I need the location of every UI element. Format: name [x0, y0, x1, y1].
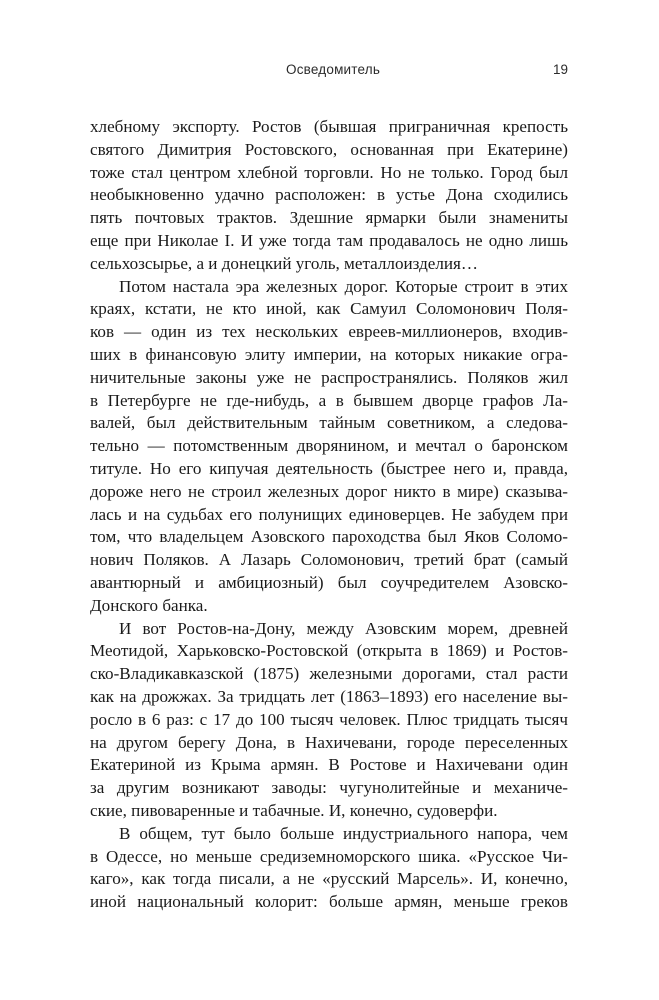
text-line: ничительные законы уже не распространялись. Поляков жил	[90, 367, 568, 387]
text-line: авантюрный и амбициозный) был соучредителем Азовско-	[90, 572, 568, 592]
paragraph	[90, 823, 568, 914]
text-line: лась и на судьбах его полунищих единоверцев. Не забудем при	[90, 504, 568, 524]
text-line: росло в 6 раз: с 17 до 100 тысяч человек. Плюс тридцать тысяч	[90, 709, 568, 729]
running-title: Осведомитель	[286, 62, 381, 77]
text-line: титуле. Но его кипучая деятельность (быстрее него и, правда,	[90, 458, 568, 478]
text-line: том, что владельцем Азовского пароходства был Яков Соломо-	[90, 527, 568, 547]
body-text	[90, 116, 568, 914]
text-line: И вот Ростов-на-Дону, между Азовским морем, древней	[119, 618, 568, 638]
text-line: в Одессе, но меньше средиземноморского шика. «Русское Чи-	[90, 846, 568, 866]
text-line: нович Поляков. А Лазарь Соломонович, третий брат (самый	[90, 550, 568, 570]
text-line: В общем, тут было больше индустриального напора, чем	[119, 823, 568, 843]
text-line: хлебному экспорту. Ростов (бывшая приграничная крепость	[90, 117, 568, 136]
text-line: в Петербурге не где-нибудь, а в бывшем дворце графов Ла-	[90, 390, 568, 410]
text-line: Меотидой, Харьковско-Ростовской (открыта в 1869) и Ростов-	[90, 641, 568, 661]
text-line: ков — один из тех нескольких евреев-миллионеров, входив-	[90, 322, 568, 342]
text-line: Екатериной из Крыма армян. В Ростове и Нахичевани один	[90, 755, 568, 775]
text-line: как на дрожжах. За тридцать лет (1863–1893) его население вы-	[90, 686, 568, 706]
text-line: валей, был действительным тайным советником, а следова-	[90, 413, 568, 433]
text-line: сельхозсырье, а и донецкий уголь, металлоизделия…	[90, 253, 478, 273]
text-line: пять почтовых трактов. Здешние ярмарки были знамениты	[90, 208, 568, 228]
page-number: 19	[552, 62, 568, 77]
text-line: ские, пивоваренные и табачные. И, конечно, судоверфи.	[90, 800, 498, 820]
text-line: тельно — потомственным дворянином, и мечтал о баронском	[90, 436, 568, 456]
text-line: святого Димитрия Ростовского, основанная при Екатерине)	[90, 139, 568, 159]
text-line: тоже стал центром хлебной торговли. Но не только. Город был	[90, 162, 568, 182]
text-line: Потом настала эра железных дорог. Которые строит в этих	[119, 276, 568, 296]
text-line: каго», как тогда писали, а не «русский Марсель». И, конечно,	[90, 869, 568, 889]
paragraph	[90, 116, 568, 276]
text-line: необыкновенно удачно расположен: в устье Дона сходились	[90, 185, 568, 205]
text-line: краях, кстати, не кто иной, как Самуил Соломонович Поля-	[90, 299, 568, 319]
text-line: Донского банка.	[90, 595, 208, 615]
paragraph	[90, 618, 568, 823]
text-line: ших в финансовую элиту империи, на которых никакие огра-	[90, 344, 568, 364]
text-line: дороже него не строил железных дорог никто в мире) сказыва-	[90, 481, 568, 501]
text-line: иной национальный колорит: больше армян, меньше греков	[90, 892, 568, 912]
text-line: еще при Николае I. И уже тогда там продавалось не одно лишь	[90, 230, 568, 250]
paragraph	[90, 276, 568, 618]
text-line: за другим возникают заводы: чугунолитейные и механиче-	[90, 778, 568, 798]
text-line: ско-Владикавказской (1875) железными дорогами, стал расти	[90, 664, 568, 684]
page-header	[90, 62, 568, 82]
text-line: на другом берегу Дона, в Нахичевани, городе переселенных	[90, 732, 568, 752]
